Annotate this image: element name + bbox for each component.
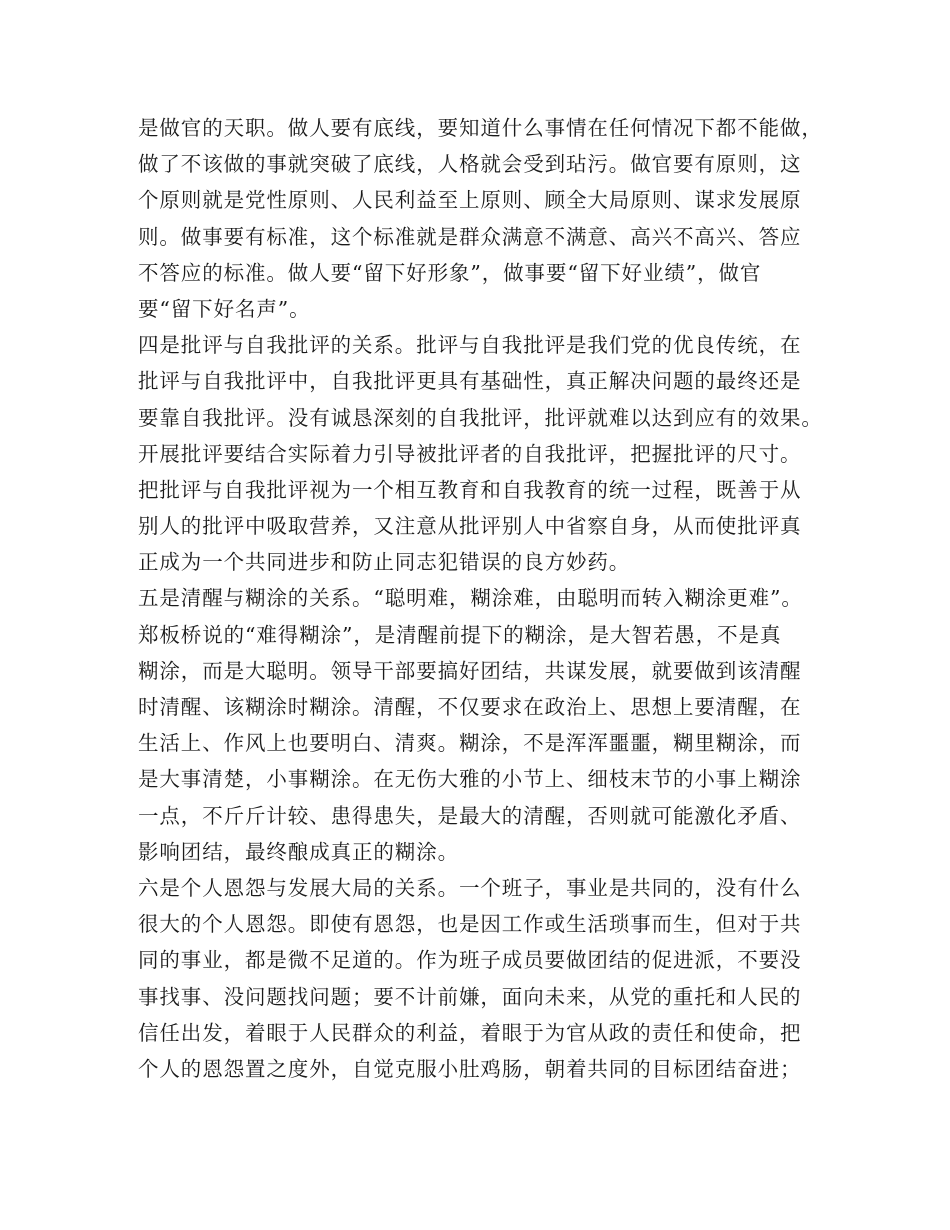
text-line: 则。做事要有标准，这个标准就是群众满意不满意、高兴不高兴、答应 bbox=[138, 224, 802, 249]
text-line: 个原则就是党性原则、人民利益至上原则、顾全大局原则、谋求发展原 bbox=[138, 188, 802, 213]
text-line: 影响团结，最终酿成真正的糊涂。 bbox=[138, 839, 459, 864]
text-line: 一点，不斤斤计较、患得患失，是最大的清醒，否则就可能激化矛盾、 bbox=[138, 803, 802, 828]
text-line: 不答应的标准。做人要“留下好形象”，做事要“留下好业绩”，做官 bbox=[138, 260, 762, 285]
text-line: 糊涂，而是大聪明。领导干部要搞好团结，共谋发展，就要做到该清醒 bbox=[138, 658, 802, 683]
text-line: 生活上、作风上也要明白、清爽。糊涂，不是浑浑噩噩，糊里糊涂，而 bbox=[138, 731, 802, 756]
text-line: 信任出发，着眼于人民群众的利益，着眼于为官从政的责任和使命，把 bbox=[138, 1020, 802, 1045]
text-line: 要靠自我批评。没有诚恳深刻的自我批评，批评就难以达到应有的效果。 bbox=[138, 405, 823, 430]
text-line: 六是个人恩怨与发展大局的关系。一个班子，事业是共同的，没有什么 bbox=[138, 875, 802, 900]
document-body bbox=[138, 110, 828, 1087]
text-line: 要“留下好名声”。 bbox=[138, 296, 311, 321]
text-line: 把批评与自我批评视为一个相互教育和自我教育的统一过程，既善于从 bbox=[138, 477, 802, 502]
text-line: 事找事、没问题找问题；要不计前嫌，面向未来，从党的重托和人民的 bbox=[138, 984, 802, 1009]
text-line: 批评与自我批评中，自我批评更具有基础性，真正解决问题的最终还是 bbox=[138, 369, 802, 394]
text-line: 五是清醒与糊涂的关系。“聪明难，糊涂难，由聪明而转入糊涂更难”。 bbox=[138, 586, 803, 611]
text-line: 时清醒、该糊涂时糊涂。清醒，不仅要求在政治上、思想上要清醒，在 bbox=[138, 695, 802, 719]
text-line: 正成为一个共同进步和防止同志犯错误的良方妙药。 bbox=[138, 550, 631, 575]
text-line: 是做官的天职。做人要有底线，要知道什么事情在任何情况下都不能做， bbox=[138, 116, 823, 140]
text-line: 是大事清楚，小事糊涂。在无伤大雅的小节上、细枝末节的小事上糊涂 bbox=[138, 767, 802, 792]
text-line: 开展批评要结合实际着力引导被批评者的自我批评，把握批评的尺寸。 bbox=[138, 441, 802, 466]
text-line: 郑板桥说的“难得糊涂”，是清醒前提下的糊涂，是大智若愚，不是真 bbox=[138, 622, 782, 647]
text-line: 很大的个人恩怨。即使有恩怨，也是因工作或生活琐事而生，但对于共 bbox=[138, 912, 802, 937]
text-line: 同的事业，都是微不足道的。作为班子成员要做团结的促进派，不要没 bbox=[138, 948, 802, 973]
text-line: 个人的恩怨置之度外，自觉克服小肚鸡肠，朝着共同的目标团结奋进； bbox=[138, 1056, 802, 1081]
text-line: 做了不该做的事就突破了底线，人格就会受到玷污。做官要有原则，这 bbox=[138, 152, 802, 177]
text-line: 四是批评与自我批评的关系。批评与自我批评是我们党的优良传统，在 bbox=[138, 333, 802, 358]
text-line: 别人的批评中吸取营养，又注意从批评别人中省察自身，从而使批评真 bbox=[138, 514, 802, 539]
